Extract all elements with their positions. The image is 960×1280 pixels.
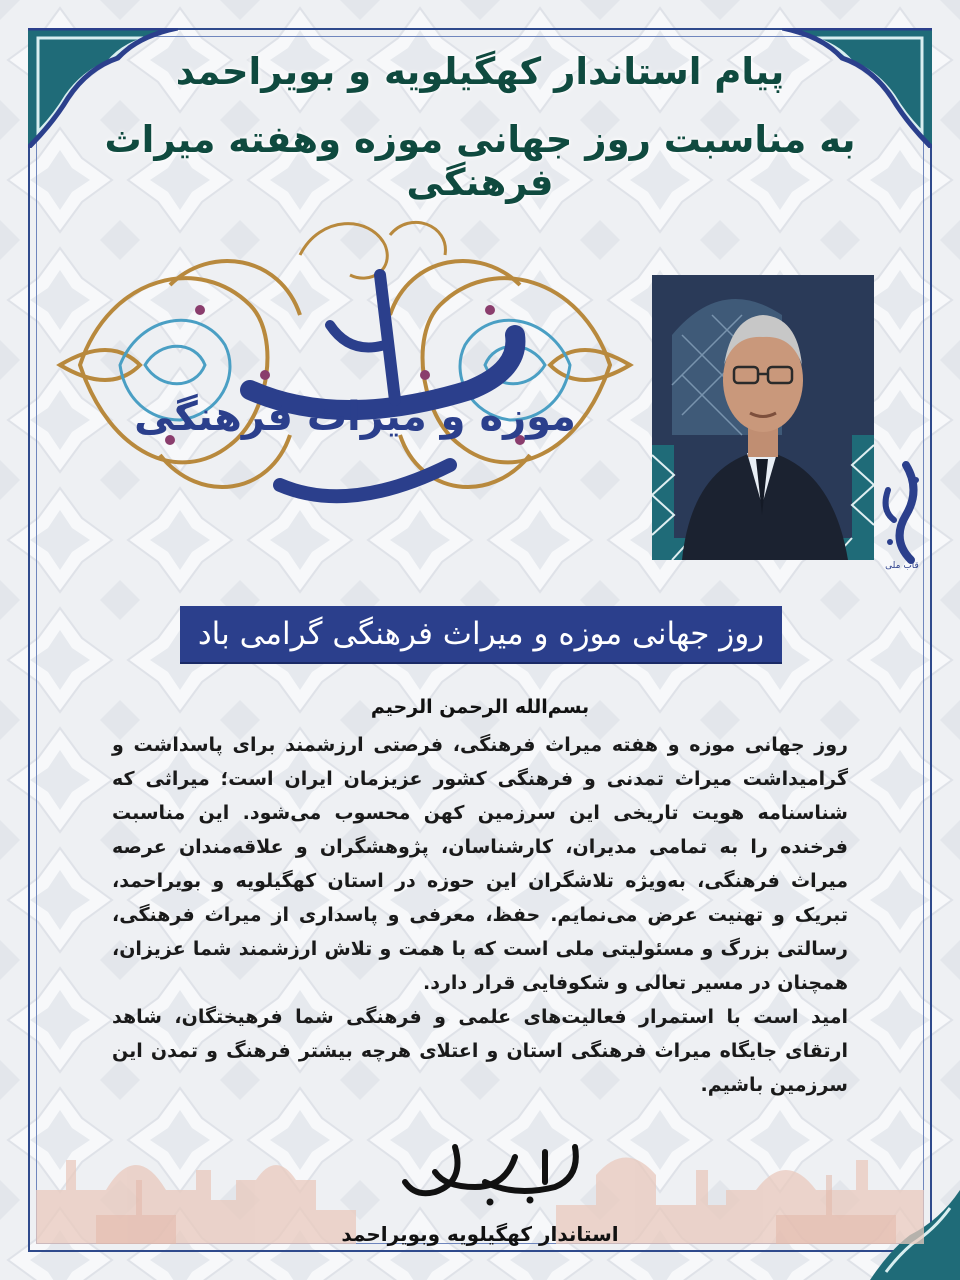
message-paragraph-1: روز جهانی موزه و هفته میراث فرهنگی، فرصتی ارزشمند برای پاسداشت و گرامیداشت میراث تمدنی و فرهنگی کشور عزیزمان ایران است؛ میراثی که شناسنامه هویت تاریخی این سرزمین کهن محسوب می‌شود. این مناسبت فرخنده را به تمامی مدیران، کارشناسان، پژوهشگران و علاقه‌مندان عرصه میراث فرهنگی، به‌ویژه تلاشگران این حوزه در استان کهگیلویه و بویراحمد، تبریک و تهنیت عرض می‌نمایم. حفظ، معرفی و پاسداری از میراث فرهنگی، رسالتی بزرگ و مسئولیتی ملی است که با همت و تلاش ارزشمند شما عزیزان، همچنان در مسیر تعالی و شکوفایی قرار دارد. xyxy=(112,734,848,994)
message-body xyxy=(112,728,848,1102)
governor-signature xyxy=(395,1132,595,1212)
message-paragraph-2: امید است با استمرار فعالیت‌های علمی و فرهنگی شما فرهیختگان، شاهد ارتقای جایگاه میراث فرهنگی استان و اعتلای هرچه بیشتر فرهنگ و تمدن این سرزمین باشیم. xyxy=(112,1006,848,1096)
basmala: بسم‌الله الرحمن الرحیم xyxy=(370,696,590,718)
heading-line-1: پیام استاندار کهگیلویه و بویراحمد xyxy=(175,50,785,93)
governor-portrait xyxy=(652,275,874,560)
emblem-calligraphy-text: موزه و میراث فرهنگی xyxy=(134,394,576,440)
museum-heritage-calligraphy-emblem xyxy=(50,215,640,575)
signature-title: استاندار کهگیلویه وبویراحمد xyxy=(341,1222,619,1246)
celebration-banner: روز جهانی موزه و میراث فرهنگی گرامی باد xyxy=(180,606,782,662)
portrait-side-calligraphy xyxy=(876,460,928,570)
heading-line-2: به مناسبت روز جهانی موزه وهفته میراث فرهنگی xyxy=(104,118,856,204)
side-calligraphy-text: قاب ملی xyxy=(885,561,919,570)
